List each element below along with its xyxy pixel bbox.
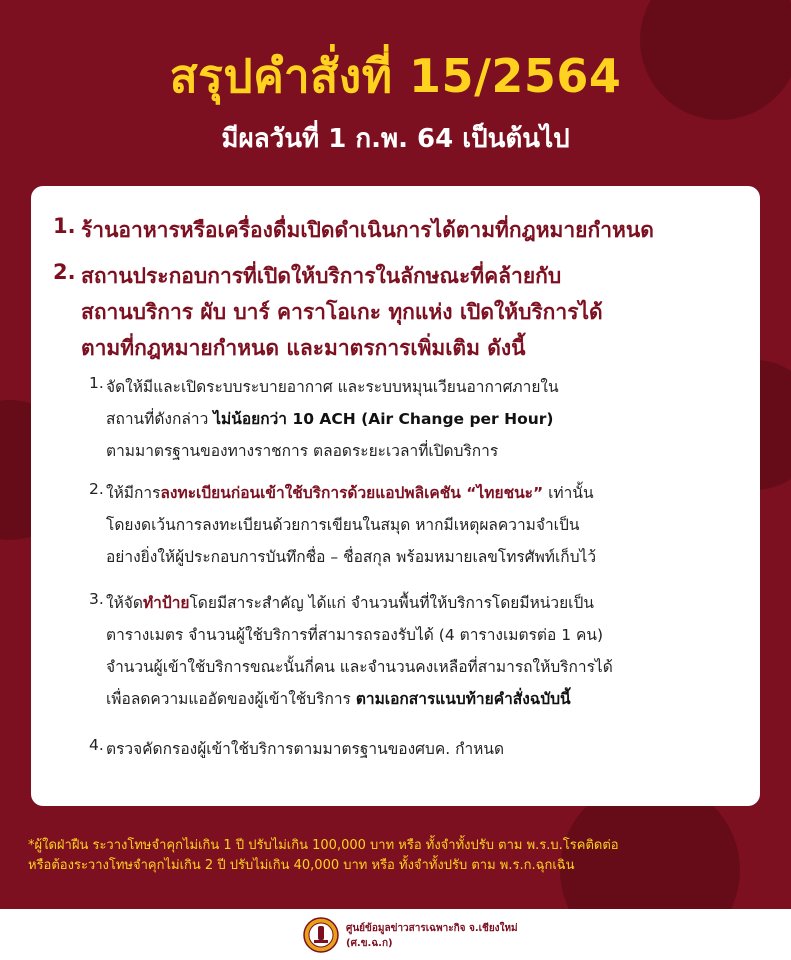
footnote-line: *ผู้ใดฝ่าฝืน ระวางโทษจำคุกไม่เกิน 1 ปี ปรับไม่เกิน 100,000 บาท หรือ ทั้งจำทั้งปรับ ตาม พ.ร.บ.โรคติดต่อ — [28, 838, 619, 853]
sub-item-text-line: จัดให้มีและเปิดระบบระบายอากาศ และระบบหมุนเวียนอากาศภายใน — [106, 378, 559, 396]
effective-date: มีผลวันที่ 1 ก.พ. 64 เป็นต้นไป — [221, 124, 570, 154]
sub-item-text-line — [106, 480, 594, 505]
sub-item-number: 2. — [89, 480, 104, 498]
footnote-line: หรือต้องระวางโทษจำคุกไม่เกิน 2 ปี ปรับไม่เกิน 40,000 บาท หรือ ทั้งจำทั้งปรับ ตาม พ.ร.ก.ฉุกเฉิน — [28, 858, 575, 873]
footer — [0, 909, 791, 960]
text-segment: ให้จัด — [106, 594, 143, 612]
sub-item-text-line — [106, 686, 571, 711]
item-text-line: สถานบริการ ผับ บาร์ คาราโอเกะ ทุกแห่ง เปิดให้บริการได้ — [81, 300, 603, 324]
ach-requirement: ไม่น้อยกว่า 10 ACH (Air Change per Hour) — [213, 410, 554, 428]
organization-abbreviation: (ศ.ข.ฉ.ก) — [346, 938, 393, 949]
chiang-mai-seal-icon — [303, 917, 339, 953]
content-card — [31, 186, 760, 806]
sub-item-text-line: อย่างยิ่งให้ผู้ประกอบการบันทึกชื่อ – ชื่อสกุล พร้อมหมายเลขโทรศัพท์เก็บไว้ — [106, 548, 597, 566]
text-segment: เพื่อลดความแออัดของผู้เข้าใช้บริการ — [106, 690, 356, 708]
sub-item-text-line — [106, 590, 594, 615]
sub-item-text-line: ตรวจคัดกรองผู้เข้าใช้บริการตามมาตรฐานของศบค. กำหนด — [106, 740, 505, 758]
sub-item-number: 4. — [89, 736, 104, 754]
item-text-line: ตามที่กฎหมายกำหนด และมาตรการเพิ่มเติม ดังนี้ — [81, 336, 526, 360]
sign-requirement: ทำป้าย — [142, 594, 190, 612]
item-number: 1. — [53, 214, 76, 238]
sub-item-number: 3. — [89, 590, 104, 608]
text-segment: โดยมีสาระสำคัญ ได้แก่ จำนวนพื้นที่ให้บริการโดยมีหน่วยเป็น — [189, 594, 594, 612]
thaichana-requirement: ลงทะเบียนก่อนเข้าใช้บริการด้วยแอปพลิเคชัน “ไทยชนะ” — [160, 484, 544, 502]
item-text: ร้านอาหารหรือเครื่องดื่มเปิดดำเนินการได้ตามที่กฎหมายกำหนด — [81, 218, 654, 242]
page-title: สรุปคำสั่งที่ 15/2564 — [169, 49, 622, 103]
item-number: 2. — [53, 260, 76, 284]
penalty-footnote — [28, 836, 768, 876]
organization-name: ศูนย์ข้อมูลข่าวสารเฉพาะกิจ จ.เชียงใหม่ — [346, 923, 518, 934]
sub-item-text-line: จำนวนผู้เข้าใช้บริการขณะนั้นกี่คน และจำนวนคงเหลือที่สามารถให้บริการได้ — [106, 658, 613, 676]
sub-item-text-line: ตารางเมตร จำนวนผู้ใช้บริการที่สามารถรองรับได้ (4 ตารางเมตรต่อ 1 คน) — [106, 626, 604, 644]
text-segment: ให้มีการ — [106, 484, 161, 502]
text-segment: เท่านั้น — [543, 484, 594, 502]
sub-item-text-line — [106, 406, 554, 431]
sub-item-number: 1. — [89, 374, 104, 392]
item-text-line: สถานประกอบการที่เปิดให้บริการในลักษณะที่คล้ายกับ — [81, 264, 562, 288]
attachment-reference: ตามเอกสารแนบท้ายคำสั่งฉบับนี้ — [355, 690, 571, 708]
sub-item-text-line: โดยงดเว้นการลงทะเบียนด้วยการเขียนในสมุด หากมีเหตุผลความจำเป็น — [106, 516, 580, 534]
text-segment: สถานที่ดังกล่าว — [106, 410, 214, 428]
sub-item-text-line: ตามมาตรฐานของทางราชการ ตลอดระยะเวลาที่เปิดบริการ — [106, 442, 499, 460]
